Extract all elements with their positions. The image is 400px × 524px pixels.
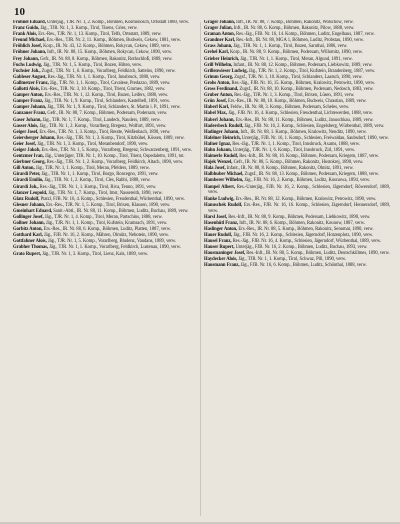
entry-details: Jäg., FJB. Nr. 16, 4. Komp., Schlesien, Freudenthal, Lichtewerden, 1888, verw. <box>228 111 373 117</box>
register-entry <box>13 81 199 87</box>
register-entry <box>13 57 199 63</box>
entry-details: Inft., IR. Nr. 88, 7. Komp., Böhmen, Rakonitz, Wolschow, verw. <box>236 20 354 25</box>
entry-details: Res.-Jäg., FJB. Nr. 16, 15. Komp., Böhmen, Kralowitz, Petrowitz, 1890, verw. <box>231 80 376 86</box>
entry-details: Res.-Jäg., TJR. Nr. 1, 1. Komp., Tirol, Innsbruck, Axams, 1888, verw. <box>232 141 360 147</box>
entry-details: Jäg., FJB. Nr. 16, 2. Komp., Mähren, Olmütz, Nebotein, 1890, verw. <box>43 233 170 239</box>
entry-name: Hamberer Wilhelm, <box>204 178 244 184</box>
entry-details: Inft., IR. Nr. 88, 1. Komp., Böhmen, Kralowitz, Nenditz, 1890, verw. <box>240 129 367 135</box>
entry-details: Jäg., TJR. Nr. 1, 1. Komp., Vorarlberg, Feldkirch, Lustenau, 1890, verw. <box>49 245 181 251</box>
entry-name: Grün Josef, <box>204 99 227 105</box>
register-entry <box>204 239 390 245</box>
entry-details: Unterjäg., TJR. Nr. 1, 6. Komp., Tirol, Innsbruck, Zirl, 1891, verw. <box>232 147 356 153</box>
entry-details: Res.-Jäg., TJR. Nr. 1, 3. Komp., Tirol, Kitzbühel, Kössen, 1889, verw. <box>56 135 185 141</box>
entry-details: Res.-Inft., IR. Nr. 88, 16. Komp., Böhmen, Podersam, Kriegern, 1887, verw. <box>239 154 379 160</box>
register-entry <box>204 57 390 63</box>
register-entry <box>204 124 390 130</box>
register-entry <box>204 233 390 239</box>
register-entry <box>204 251 390 257</box>
entry-details: Feldw., IR. Nr. 88, 3. Komp., Böhmen, Podersam, Scheles, verw. <box>230 105 350 111</box>
entry-details: Jäg., Unterjäger, TJR. Nr. 1, 10. Komp., Tirol, Trient, Ospedaletto, 1891, tot. <box>44 154 185 160</box>
register-entry <box>13 124 199 130</box>
entry-details: Inft., IR. Nr. 88, 15. Komp., Böhmen, Rokycan, Cekow, 1890, verw. <box>47 50 173 56</box>
register-entry <box>204 93 390 99</box>
entry-details: Ptatzl, FJB. Nr. 16, 4. Komp., Schlesien, Freudenthal, Würbenthal, 1890, verw. <box>40 196 185 202</box>
register-entry <box>13 160 199 166</box>
entry-name: Hadinger Johann, <box>204 129 240 135</box>
entry-details: Jäg., TJR. Nr. 1, 5. Komp., Vorarlberg, Bludenz, Vandans, 1889, verw. <box>47 239 177 245</box>
register-entry <box>13 44 199 50</box>
entry-name: Halbhuber Michael, <box>204 172 244 178</box>
entry-details: Ers.-Res., TJR. Nr. 1, 13. Komp., Tirol, Telfs, Ortsstatt, 1889, verw. <box>38 32 162 38</box>
entry-name: Girardi Peter, <box>13 172 41 178</box>
register-entry <box>204 227 390 233</box>
register-entry <box>204 185 390 197</box>
entry-name: Gallmetzer Franz, <box>13 80 49 86</box>
register-entry <box>13 233 199 239</box>
entry-details: Res.-Jäg., TJR. Nr. 1, 1. Komp., Tirol, Innsbruck, 1880, verw. <box>47 74 161 80</box>
left-column <box>13 20 199 518</box>
entry-name: Grato Rupert, <box>13 251 41 257</box>
register-entry <box>204 75 390 81</box>
entry-name: Grillenwieser Ludwig, <box>204 68 248 74</box>
entry-name: Haberl Johann, <box>204 117 235 123</box>
register-entry <box>13 142 199 148</box>
entry-details: Jäg., TJR. Nr. 1, 1. Komp., Tirol, Meran, Pfelders, 1889, verw. <box>35 166 150 172</box>
entry-details: Korp., IR. Nr. 43, 12. Komp., Böhmen, Rokycan, Cekow, 1889, verw. <box>43 44 171 50</box>
register-entry <box>13 154 199 160</box>
entry-name: Hampel Albert, <box>204 184 235 190</box>
entry-name: Hahn Johann, <box>204 147 232 153</box>
entry-details: Res.-Jäg., FJB. Nr. 16, 4. Komp., Schlesien, Jägerndorf, Würbenthal, 1889, verw. <box>232 239 382 244</box>
entry-name: Hanke Ludwig, <box>204 196 235 202</box>
register-entry <box>204 63 390 69</box>
entry-details: Jäg., TJR. Nr. 1, 3. Komp., Tirol, Tisens, Gries, verw. <box>40 26 138 32</box>
entry-details: Jäg., TJR. Nr. 1, 1. Komp., Tirol, Kufstein, Kramsach, 1891, verw. <box>45 221 168 227</box>
entry-name: Gruber Anton, <box>204 93 233 99</box>
entry-name: Hafner Ignaz, <box>204 141 232 147</box>
entry-name: Glesner Johann, <box>13 202 45 208</box>
entry-name: Grimm Georg, <box>204 74 234 80</box>
entry-details: Ers.-Res., IR. Nr. 88, 5. Komp., Böhmen, Rakonitz, Senomat, 1890, verw. <box>238 226 374 232</box>
entry-details: Res.-Unterjäg., FJB. Nr. 16, 2. Komp., Schlesien, Jägerndorf, Röwersdorf, 1889, verw. <box>208 184 390 196</box>
entry-name: Fröhner Johann, <box>13 50 47 56</box>
register-entry <box>13 148 199 154</box>
register-entry <box>13 209 199 215</box>
entry-name: Grabher Thomas, <box>13 245 49 251</box>
entry-name: Hadersbeck Rudolf, <box>204 123 244 129</box>
entry-name: Grager Johann, <box>204 20 235 25</box>
register-entry <box>204 44 390 50</box>
register-entry <box>13 50 199 56</box>
entry-name: Franz Guido, <box>13 26 40 32</box>
entry-details: Jäg., TJR. Nr. 1, 2. Komp., Tirol, Cles, Rabbi, 1888, verw. <box>44 178 151 184</box>
entry-name: Gill Anton, <box>13 166 35 172</box>
entry-name: Hausel Franz, <box>204 239 232 244</box>
entry-details: Jäg., TJR. Nr. 1, 1. Komp., Tirol, Meran, Algund, 1891, verw. <box>240 56 353 62</box>
register-entry <box>204 197 390 203</box>
entry-details: Unterjäg., TJR. Nr. 1, 2. Komp., Böhmen, Kosmonosch, Ortsstatt 1880, verw. <box>46 20 189 25</box>
entry-name: Girardi Emilio, <box>13 178 44 184</box>
entry-name: Grill Wilhelm, <box>204 62 233 68</box>
entry-name: Gableser August, <box>13 74 47 80</box>
register-entry <box>13 26 199 32</box>
register-entry <box>13 136 199 142</box>
entry-details: Res.-Inft., IR. Nr. 88, MGA 1, Böhmen, Luditz, Probstau, 1890, verw. <box>236 38 364 44</box>
entry-details: Gefr., IR. Nr. 88, 8. Komp., Böhmen, Rakonitz, Rothschloß, 1889, verw. <box>40 56 173 62</box>
register-entry <box>13 32 199 38</box>
entry-details: Jäg., TJR. Nr. 1, 2. Komp., Tirol, Kufstein, Brandenberg, 1887, verw. <box>248 68 376 74</box>
entry-details: Ers.-Res., TJR. Nr. 2, 11. Komp., Böhmen, Budweis, Cekow, 1881, verw. <box>46 38 181 44</box>
entry-details: Sanit.-Abtl., IR. Nr. 88, 11. Komp., Böhmen, Luditz, Buchau, 1889, verw. <box>53 208 189 214</box>
entry-name: Gallotti Alois, <box>13 87 40 93</box>
entry-details: Res.-Jäg., TJR. Nr. 1, 2. Komp., Vorarlberg, Feldkirch, Altach, 1890, verw. <box>46 160 184 166</box>
entry-name: Gmeinhart Eduard, <box>13 208 52 214</box>
register-entry <box>204 26 390 32</box>
register-entry <box>204 87 390 93</box>
entry-details: Ers.-Res., IR. Nr. 88, 6. Komp., Böhmen, Luditz, Platten, 1887, verw. <box>43 227 171 233</box>
entry-name: Grager Julian, <box>204 26 233 32</box>
entry-details: Ers.-Res., FJB. Nr. 16, 16. Komp., Schlesien, Jägerndorf, Hennersdorf, 1889, verw. <box>208 202 390 214</box>
entry-details: Res.-Jäg., FJB. Nr. 16, 14. Komp., Böhmen, Luditz, Engelhaus, 1887, verw. <box>236 32 375 38</box>
register-entry <box>13 178 199 184</box>
entry-name: Hausmaninger Josef, <box>204 251 246 257</box>
register-entry <box>13 221 199 227</box>
entry-name: Gierbner Georg, <box>13 160 46 166</box>
entry-name: Grebel Karl, <box>204 50 229 56</box>
register-entry <box>204 203 390 215</box>
entry-name: Gotthard Karl, <box>13 233 43 239</box>
register-entry <box>204 130 390 136</box>
entry-details: Res.-Inft., IR. Nr. 88, 5. Komp., Böhmen, Luditz, Deutschkillmes, 1890, verw. <box>246 251 390 257</box>
entry-details: Jäg., TJR. Nr. 1, 1. Komp., Tirol, Cavalese, Predazzo, 1889, verw. <box>49 80 171 86</box>
entry-details: Jäg., TJR. Nr. 1, 9. Komp., Tirol, Schlanders, Kastelbell, 1891, verw. <box>44 99 171 105</box>
entry-details: Gefr., IR. Nr. 88, 7. Komp., Böhmen, Podersam, Podersam, verw. <box>47 111 168 117</box>
register-entry <box>13 118 199 124</box>
register-entry <box>204 81 390 87</box>
right-column <box>204 20 390 518</box>
entry-name: Hasenhütl Franz, <box>204 220 239 226</box>
register-entry <box>13 63 199 69</box>
register-entry <box>204 20 390 26</box>
register-entry <box>204 99 390 105</box>
entry-details: Jäg., TJR. Nr. 1, 5. Komp., Tirol, Bozen, Hilten, verw. <box>43 62 142 68</box>
entry-name: Geiger Josef, <box>13 129 39 135</box>
entry-name: Frey Johann, <box>13 56 39 62</box>
entry-name: Gorbitz Anton, <box>13 227 43 233</box>
entry-name: Fröhnel Eduard, <box>13 20 46 25</box>
register-entry <box>204 166 390 172</box>
entry-details: Unterjäg., FJB. Nr. 16, 1. Komp., Schlesien, Freiwaldau, Saubsdorf, 1890, verw. <box>241 135 389 141</box>
register-entry <box>13 130 199 136</box>
page-number: 10 <box>14 6 25 18</box>
register-entry <box>13 245 199 251</box>
entry-name: Ganzauer Franz, <box>13 111 47 117</box>
entry-name: Hanuschek Rudolf, <box>204 202 243 208</box>
entry-details: Jäg., FJB. Nr. 16, 2. Komp., Schlesien, Engelsberg, Würbenthal, 1889, verw. <box>244 123 385 129</box>
entry-name: Fuchs Ludwig, <box>13 62 43 68</box>
register-entry <box>13 87 199 93</box>
register-entry <box>204 221 390 227</box>
entry-details: Zugsf., TJR. Nr. 1, 6. Komp., Vorarlberg, Feldkirch, Satteins, 1890, verw. <box>41 68 176 74</box>
register-entry <box>204 263 390 269</box>
register-entry <box>13 105 199 111</box>
entry-details: Zugsf., IR. Nr. 88, 13. Komp., Böhmen, Podersam, Kriegern, 1888, verw. <box>244 172 379 178</box>
register-entry <box>204 178 390 184</box>
register-entry <box>13 203 199 209</box>
entry-name: Grieber Heinrich, <box>204 56 239 62</box>
entry-details: Ers.-Res., IR. Nr. 88, 12. Komp., Böhmen, Kralowitz, Petrowitz, 1890, verw. <box>235 196 377 202</box>
entry-name: Gollinger Josef, <box>13 215 44 220</box>
register-entry <box>13 38 199 44</box>
entry-name: Hauser Rupert, <box>204 245 235 251</box>
register-entry <box>13 99 199 105</box>
register-entry <box>204 154 390 160</box>
entry-name: Gamper Anton, <box>13 93 44 99</box>
entry-details: Ers.-Res., IR. Nr. 88, 11. Komp., Böhmen, Luditz, Januschkau, 1889, verw. <box>235 117 374 123</box>
register-entry <box>204 160 390 166</box>
entry-name: Hausmann Franz, <box>204 263 240 269</box>
entry-name: Frank Alois, <box>13 32 38 38</box>
register-entry <box>204 245 390 251</box>
entry-details: Jäg., TJR. Nr. 1, 3. Komp., Tirol, Lienz, Kals, 1889, verw. <box>42 251 149 257</box>
register-entry <box>204 148 390 154</box>
entry-details: Jäg., TJR. Nr. 1, 7. Komp., Tirol, Imst, Nassereith, 1890, verw. <box>48 190 163 196</box>
register-entry <box>13 252 199 258</box>
register-entry <box>204 50 390 56</box>
register-entry <box>204 257 390 263</box>
entry-name: Glatz Rudolf, <box>13 196 40 202</box>
register-entry <box>204 111 390 117</box>
entry-details: Jäg., TJR. Nr. 1, 4. Komp., Tirol, Meran, Partschins, 1888, verw. <box>44 215 163 220</box>
entry-name: Geiger Jakob, <box>13 147 41 153</box>
register-entry <box>204 69 390 75</box>
entry-name: Hajek Wenzel, <box>204 160 233 166</box>
column-divider <box>200 22 201 516</box>
register-entry <box>204 215 390 221</box>
register-entry <box>204 136 390 142</box>
entry-details: Ers.-Res., TJR. Nr. 1, 5. Komp., Tirol, Brixen, Klausen, 1890, verw. <box>46 202 171 208</box>
entry-details: Jäg., TJR. Nr. 1, 1. Komp., Tirol, Bozen, Sarnthal, 1886, verw. <box>233 44 348 50</box>
register-entry <box>13 20 199 26</box>
entry-name: Graman Anton, <box>204 32 235 38</box>
entry-name: Gollner Johann, <box>13 221 45 227</box>
entry-details: Ers.-Res., TJR. Nr. 1, 12. Komp., Tirol, Bozen, Leifers, 1888, verw. <box>44 93 169 99</box>
entry-details: Jäg., FJB. Nr. 16, 2. Komp., Böhmen, Luditz, Kounowa, 1894, verw. <box>244 178 371 184</box>
entry-name: Hauer Rudolf, <box>204 232 233 238</box>
entry-name: Geier Josef, <box>13 141 37 147</box>
register-entry <box>13 111 199 117</box>
entry-details: Ers.-Res., TJR. Nr. 1, 3. Komp., Tirol, Reutte, Weißenbach, 1890, verw. <box>39 129 171 135</box>
entry-details: Zugsf., IR. Nr. 88, 10. Komp., Böhmen, Podersam, Nedosch, 1883, verw. <box>239 87 374 93</box>
entry-details: Jäg., TJR. Nr. 1, 7. Komp., Tirol, Landeck, Nauders, 1889, verw. <box>42 117 161 123</box>
entry-details: Jäg., FJB. Nr. 16, 6. Komp., Böhmen, Luditz, Schönthal, 1888, verw. <box>240 263 367 269</box>
entry-name: Gaser Johann, <box>13 117 42 123</box>
entry-details: Ers.-Res., TJR. Nr. 3, 10. Komp., Tirol, Trient, Grumes, 1882, verw. <box>40 87 166 93</box>
register-entry <box>13 239 199 245</box>
entry-details: Inft., IR. Nr. 88, 6. Komp., Böhmen, Rakonitz, Kounow, 1887, verw. <box>239 220 365 226</box>
entry-name: Harsl Josef, <box>204 214 228 220</box>
register-entry <box>13 93 199 99</box>
register-entry <box>204 142 390 148</box>
register-entry <box>13 166 199 172</box>
entry-details: Jäg., TJR. Nr. 1, 1. Komp., Tirol, Schwaz, Pill, 1890, verw. <box>238 257 347 263</box>
register-entry <box>204 105 390 111</box>
entry-details: Gefr., IR. Nr. 88, 5. Komp., Böhmen, Rakonitz, Hostokrej, 1890, verw. <box>233 160 364 166</box>
register-entry <box>13 75 199 81</box>
entry-details: Infant., IR. Nr. 88, 12. Komp., Böhmen, Podersam, Liebkowitz, 1889, verw. <box>233 62 373 68</box>
entry-name: Geiersberger Johann, <box>13 135 56 141</box>
entry-name: Gottfahner Alois, <box>13 239 47 245</box>
entry-name: Freund Michael, <box>13 38 46 44</box>
entry-name: Gasser Alois, <box>13 123 39 129</box>
entry-details: Jäg., TJR. Nr. 1, 3. Komp., Tirol, Meranbendorf, 1890, verw. <box>37 141 149 147</box>
register-entry <box>13 197 199 203</box>
entry-details: Res.-Jäg., TJR. Nr. 1, 1. Komp., Tirol, Riva, Tenno, 1891, verw. <box>39 184 157 190</box>
entry-name: Habel Max, <box>204 111 227 117</box>
register-entry <box>13 227 199 233</box>
entry-name: Grandner Karl, <box>204 38 235 44</box>
entry-name: Gross Ferdinand, <box>204 87 239 93</box>
entry-name: Grohs Anton, <box>204 80 231 86</box>
entry-details: Korp., IR. Nr. 88, 9. Komp., Böhmen, Podersam, Willomitz, 1890, verw. <box>229 50 363 56</box>
entry-name: Gamper Johann, <box>13 105 47 111</box>
entry-details: Infant., IR. Nr. 88, 8. Komp., Böhmen, Rakonitz, Ohnitz, 1891, verw. <box>226 166 354 172</box>
entry-name: Gamper Franz, <box>13 99 44 105</box>
register-entry <box>13 215 199 221</box>
register-entry <box>204 172 390 178</box>
register-entry <box>204 32 390 38</box>
entry-details: Ers.-Res., IR. Nr. 88, 10. Komp., Böhmen, Budweis, Chrastian, 1889, verw. <box>228 99 367 105</box>
entry-name: Glanzer Leopold, <box>13 190 48 196</box>
entry-details: Zugsf., TJR. Nr. 1, 10. Komp., Tirol, Schlanders, Laatsch, 1890, verw. <box>234 74 363 80</box>
entry-details: Jäg., TJR. Nr. 1, 9. Komp., Tirol, Schlanders, St. Martin i. P., 1891, verw. <box>47 105 181 111</box>
entry-details: Ers.-Res., TJR. Nr. 1, 5. Komp., Vorarlberg, Bregenz, Schwarzenberg, 1891, verw. <box>41 147 192 153</box>
entry-name: Girardi Joh., <box>13 184 39 190</box>
entry-name: Hala Josef, <box>204 166 226 172</box>
entry-name: Hafelner Heinrich, <box>204 135 241 141</box>
entry-name: Haydecker Alois, <box>204 257 238 263</box>
entry-name: Haberl Karl, <box>204 105 230 111</box>
entry-details: Res.-Jäg., TJR. Nr. 1, 3. Komp., Tirol, Brixen, Lüsen, 1891, verw. <box>234 93 355 99</box>
register-entry <box>204 118 390 124</box>
register-entry <box>13 185 199 191</box>
entry-details: Unterjäg., FJB. Nr. 16, 2. Komp., Böhmen, Luditz, Buchau, 1893, verw. <box>235 245 368 251</box>
entry-details: Jäg., FJB. Nr. 16, 2. Komp., Schlesien, Jägerndorf, Hotzenplotz, 1890, verw. <box>233 232 374 238</box>
register-entry <box>13 172 199 178</box>
entry-details: Jäg., TJR. Nr. 1, 2. Komp., Vorarlberg, Bregenz, Wolfurt, 1891, verw. <box>39 123 167 129</box>
entry-details: Res.-Inft., IR. Nr. 88, 9. Komp., Böhmen, Podersam, Liebkowitz, 1890, verw. <box>228 214 371 220</box>
entry-name: Gentzmer Ivan, <box>13 154 44 160</box>
register-entry <box>13 69 199 75</box>
entry-name: Haslinger Anton, <box>204 226 238 232</box>
register-entry <box>204 38 390 44</box>
entry-name: Grass Johann, <box>204 44 233 50</box>
entry-name: Fröhlich Josef, <box>13 44 42 50</box>
entry-details: Inft., IR. Nr. 88, 6. Komp., Böhmen, Rakonitz, Pilow, 1888, verw. <box>233 26 355 32</box>
entry-name: Haimerle Rudolf, <box>204 154 239 160</box>
entry-details: Jäg., TJR. Nr. 1, 1. Komp., Tirol, Borgo, Roncegno, 1891, verw. <box>41 172 159 178</box>
register-entry <box>13 191 199 197</box>
entry-name: Fuchsier Joh., <box>13 68 41 74</box>
